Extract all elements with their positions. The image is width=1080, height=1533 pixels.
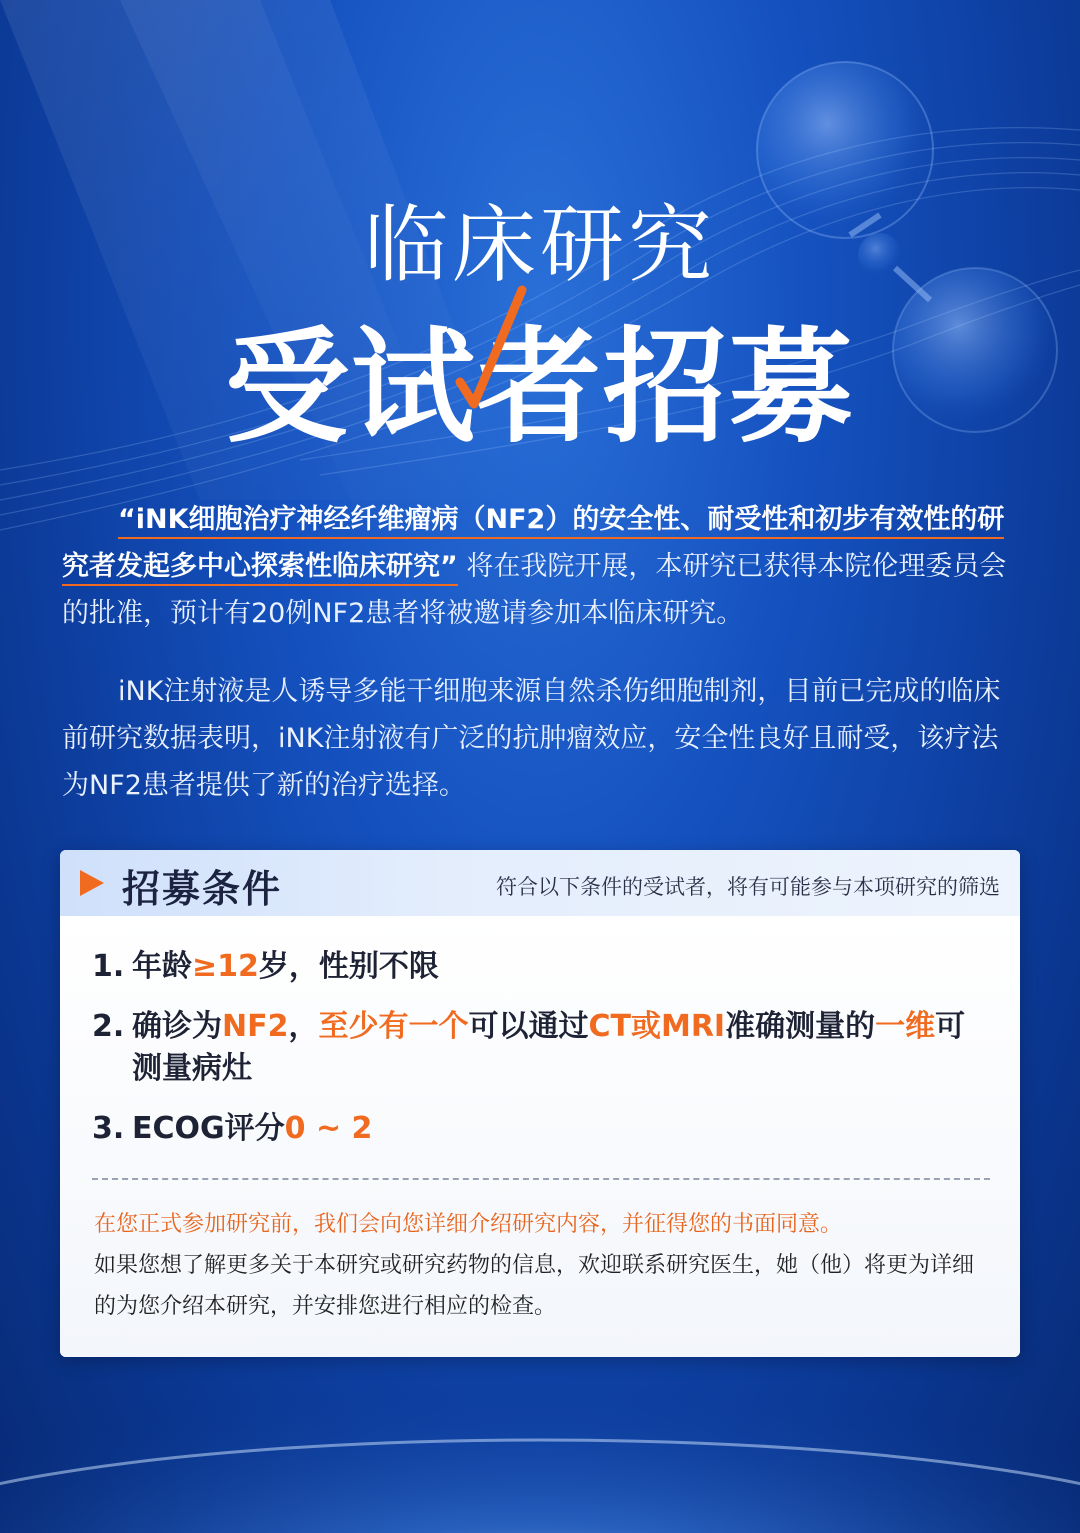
criterion-text-part: 准确测量的 xyxy=(725,1009,876,1044)
criterion-text-part: 可以通过 xyxy=(468,1009,589,1044)
card-title: 招募条件 xyxy=(122,867,283,911)
criterion-number: 2. xyxy=(92,1009,125,1044)
criterion-text xyxy=(132,946,992,988)
title-subject-recruitment: 受试者招募 xyxy=(224,316,855,460)
criterion-ecog xyxy=(92,1108,992,1150)
criterion-diagnosis xyxy=(92,1006,992,1090)
criterion-text-part: ECOG评分 xyxy=(132,1111,285,1146)
criterion-highlight: NF2 xyxy=(222,1009,289,1044)
study-title: “iNK细胞治疗神经纤维瘤病（NF2）的安全性、耐受性和初步有效性的研究者发起多中心探索性临床研究” xyxy=(62,504,1004,586)
card-subtitle: 符合以下条件的受试者，将有可能参与本项研究的筛选 xyxy=(496,875,1000,899)
criteria-list xyxy=(92,946,992,1168)
card-header xyxy=(60,850,1020,916)
criterion-text-part: 岁，性别不限 xyxy=(258,949,439,984)
play-arrow-icon xyxy=(80,870,104,896)
criterion-highlight: ≥12 xyxy=(192,949,259,984)
intro-text: 将在我院开展，本研究已获得本院伦理委员会的批准，预计有20例NF2患者将被邀请参加本临床研究。 xyxy=(62,551,1007,629)
dashed-divider xyxy=(92,1178,990,1180)
checkmark-icon xyxy=(452,282,552,422)
criterion-text xyxy=(132,1108,992,1150)
consent-note xyxy=(94,1204,994,1327)
recruitment-criteria-card xyxy=(60,850,1020,1357)
drug-description-text: iNK注射液是人诱导多能干细胞来源自然杀伤细胞制剂，目前已完成的临床前研究数据表明，iNK注射液有广泛的抗肿瘤效应，安全性良好且耐受，该疗法为NF2患者提供了新的治疗选择。 xyxy=(62,676,1001,801)
consent-highlight: 在您正式参加研究前，我们会向您详细介绍研究内容，并征得您的书面同意。 xyxy=(94,1212,843,1237)
criterion-highlight: 至少有一个 xyxy=(318,1009,469,1044)
criterion-text-part: ， xyxy=(288,1009,319,1044)
criterion-age xyxy=(92,946,992,988)
criterion-highlight: 一维 xyxy=(875,1009,936,1044)
criterion-highlight: 0 ~ 2 xyxy=(284,1111,373,1146)
contact-info: 如果您想了解更多关于本研究或研究药物的信息，欢迎联系研究医生，她（他）将更为详细的为您介绍本研究，并安排您进行相应的检查。 xyxy=(94,1253,975,1319)
card-body xyxy=(60,916,1020,1357)
criterion-text-part: 年龄 xyxy=(132,949,192,984)
criterion-text-part: 确诊为 xyxy=(132,1009,222,1044)
drug-description xyxy=(62,668,1022,809)
criterion-text-part: 可测量病灶 xyxy=(132,1009,966,1086)
criterion-highlight: CT或MRI xyxy=(588,1009,726,1044)
criterion-text xyxy=(132,1006,992,1090)
intro-paragraph xyxy=(62,496,1022,637)
criterion-number: 3. xyxy=(92,1111,125,1146)
title-clinical-research: 临床研究 xyxy=(363,196,716,294)
criterion-number: 1. xyxy=(92,949,125,984)
